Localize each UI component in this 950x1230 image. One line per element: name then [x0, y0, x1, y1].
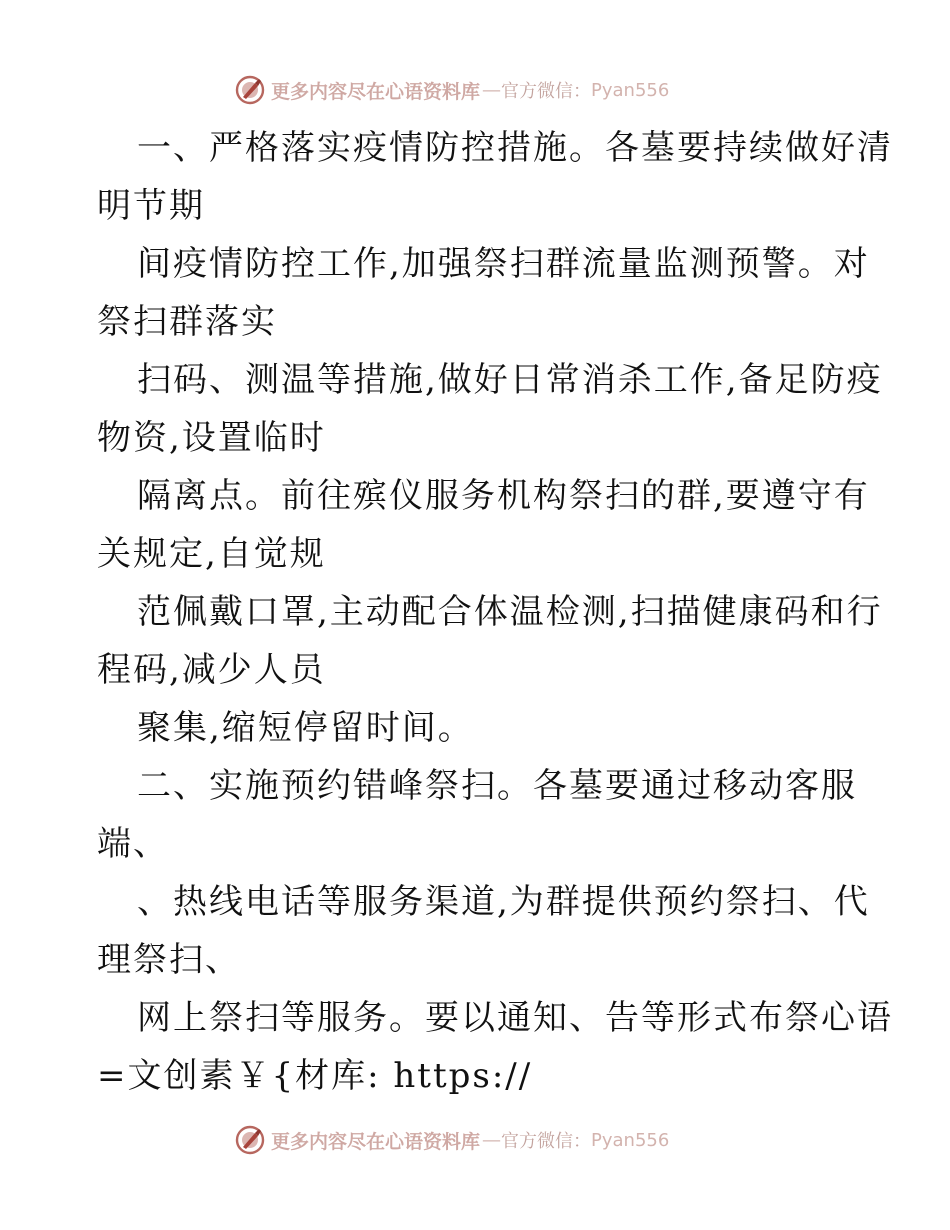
- body-line: 网上祭扫等服务。要以通知、告等形式布祭心语: [137, 998, 893, 1038]
- watermark-wechat-id: Pyan556: [591, 79, 670, 101]
- body-line: 隔离点。前往殡仪服务机构祭扫的群,要遵守有: [137, 476, 870, 516]
- body-line: 扫码、测温等措施,做好日常消杀工作,备足防疫: [137, 360, 883, 400]
- body-line: 一、严格落实疫情防控措施。各墓要持续做好清: [137, 128, 893, 168]
- body-line: 间疫情防控工作,加强祭扫群流量监测预警。对: [137, 244, 870, 284]
- watermark-wechat-id: Pyan556: [591, 1129, 670, 1151]
- watermark-dash: —: [482, 79, 500, 101]
- body-line: 祭扫群落实: [97, 302, 277, 342]
- watermark-dash: —: [482, 1129, 500, 1151]
- body-line: 范佩戴口罩,主动配合体温检测,扫描健康码和行: [137, 592, 883, 632]
- watermark-title: 更多内容尽在心语资料库: [271, 1130, 481, 1153]
- watermark-official-label: 官方微信：: [501, 81, 592, 102]
- body-line: =文创素￥{材库: https://: [97, 1056, 533, 1096]
- body-line: 程码,减少人员: [97, 650, 326, 690]
- body-line: 理祭扫、: [97, 940, 241, 980]
- pen-circle-logo-icon: [235, 75, 265, 105]
- body-line: 明节期: [97, 186, 205, 226]
- header-watermark: [235, 73, 669, 107]
- watermark-title: 更多内容尽在心语资料库: [271, 80, 481, 103]
- body-line: 物资,设置临时: [97, 418, 326, 458]
- body-line: 二、实施预约错峰祭扫。各墓要通过移动客服: [137, 766, 857, 806]
- body-line: 端、: [97, 824, 169, 864]
- watermark-official-label: 官方微信：: [501, 1131, 592, 1152]
- body-line: 、热线电话等服务渠道,为群提供预约祭扫、代: [137, 882, 870, 922]
- footer-watermark: [235, 1123, 669, 1157]
- pen-circle-logo-icon: [235, 1125, 265, 1155]
- body-line: 关规定,自觉规: [97, 534, 326, 574]
- body-line: 聚集,缩短停留时间。: [137, 708, 474, 748]
